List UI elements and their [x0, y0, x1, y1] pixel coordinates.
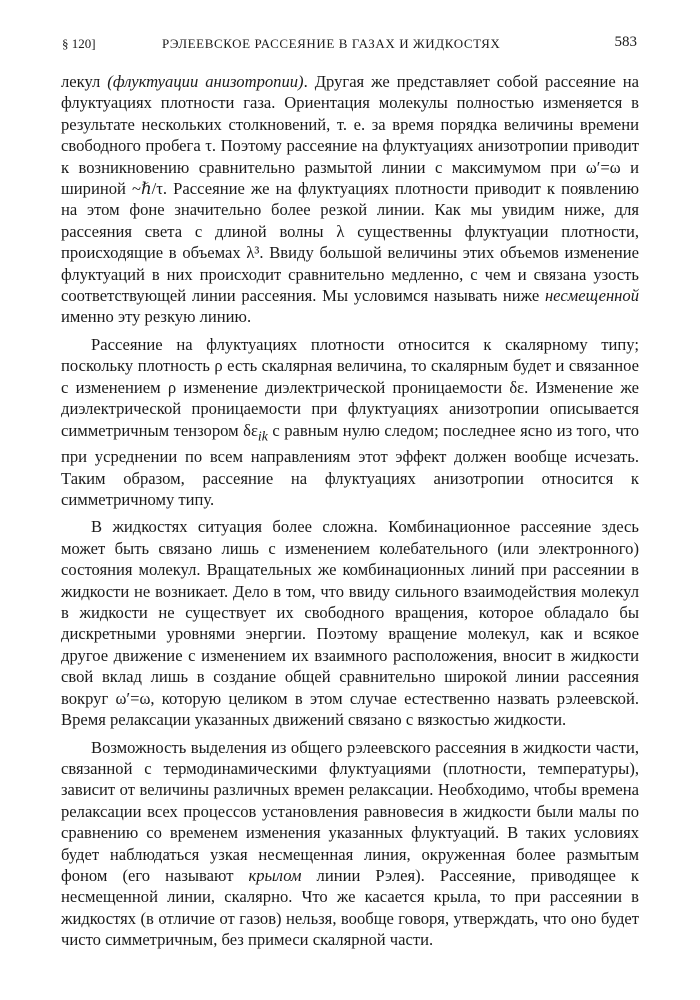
paragraph-1	[61, 71, 639, 328]
text-run: линии Рэлея). Рассеяние, приводящее к несмещенной линии, скалярно. Что же касается крыла, то при рассеянии в жидкостях (в отличие от газов) нельзя, вообще говоря, утверждать, что оно будет чисто симметричным, без примеси скалярной части.	[61, 865, 639, 950]
body-text	[61, 71, 639, 951]
paragraph-4	[61, 737, 639, 951]
text-run: В жидкостях ситуация более сложна. Комбинационное рассеяние здесь может быть связано лишь с изменением колебательного (или электронного) состояния молекул. Вращательных же комбинационных линий при рассеянии в жидкости не возникает. Дело в том, что ввиду сильного взаимодействия молекул в жидкости не существует их свободного вращения, которое обладало бы дискретными уровнями энергии. Поэтому вращение молекул, как и всякое другое движение с изменением их взаимного расположения, вносит в жидкости свой вклад лишь в создание общей сравнительно широкой линии рассеяния вокруг ω′=ω, которую целиком в этом случае естественно назвать рэлеевской. Время релаксации указанных движений связано с вязкостью жидкости.	[61, 517, 639, 730]
italic-term-unshifted: несмещенной	[544, 286, 639, 306]
italic-term-wing: крылом	[248, 865, 302, 885]
text-run: именно эту резкую линию.	[61, 307, 252, 327]
running-title: РЭЛЕЕВСКОЕ РАССЕЯНИЕ В ГАЗАХ И ЖИДКОСТЯХ	[162, 36, 501, 51]
running-header	[62, 34, 637, 58]
text-run: . Другая же представляет собой рассеяние на флуктуациях плотности газа. Ориентация молекулы полностью изменяется в результате нескольких столкновений, т. е. за время порядка величины времени свободного пробега τ. Поэтому рассеяние на флуктуациях анизотропии приводит к возникновению сравнительно размытой линии с максимумом при ω′=ω и шириной ~ℏ/τ. Рассеяние же на флуктуациях плотности приводит к появлению на этом фоне значительно более резкой линии. Как мы увидим ниже, для рассеяния света с длиной волны λ существенны флуктуации плотности, происходящие в объемах λ³. Ввиду большой величины этих объемов изменение флуктуаций в них происходит сравнительно медленно, с чем и связана узость соответствующей линии рассеяния. Мы условимся называть ниже	[61, 72, 639, 306]
text-run: лекул	[61, 72, 108, 91]
page-number: 583	[614, 34, 637, 50]
paragraph-2	[61, 334, 639, 511]
subscript-ik: ik	[257, 427, 268, 443]
section-number: § 120]	[62, 36, 96, 51]
text-run: с равным нулю следом; последнее ясно из того, что при усреднении по всем направлениям этот эффект должен вообще исчезать. Таким образом, рассеяние на флуктуациях анизотропии относится к симметричному типу.	[61, 420, 639, 510]
paragraph-3	[61, 516, 639, 730]
text-run: Рассеяние на флуктуациях плотности относится к скалярному типу; поскольку плотность ρ есть скалярная величина, то скалярным будет и связанное с изменением ρ изменение диэлектрической проницаемости δε. Изменение же диэлектрической проницаемости при флуктуациях анизотропии описывается симметричным тензором δε	[61, 334, 639, 440]
text-run: Возможность выделения из общего рэлеевского рассеяния в жидкости части, связанной с термодинамическими флуктуациями (плотности, температуры), зависит от величины различных времен релаксации. Необходимо, чтобы времена релаксации всех процессов установления равновесия в жидкости были малы по сравнению со временем изменения указанных флуктуаций. В таких условиях будет наблюдаться узкая несмещенная линия, окруженная более размытым фоном (его называют	[61, 737, 639, 885]
italic-term-anisotropy: (флуктуации анизотропии)	[107, 72, 304, 91]
